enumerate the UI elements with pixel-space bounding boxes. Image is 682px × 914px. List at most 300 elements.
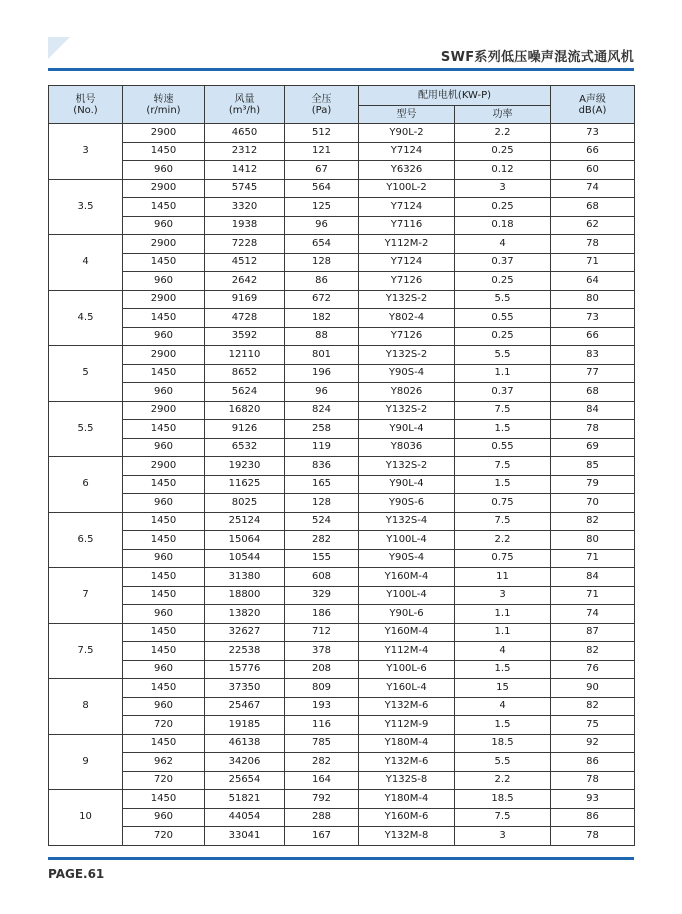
table-row xyxy=(49,790,635,809)
speed-cell: 960 xyxy=(123,605,205,624)
airflow-cell: 31380 xyxy=(205,568,285,587)
pressure-cell: 155 xyxy=(285,549,359,568)
speed-cell: 1450 xyxy=(123,531,205,550)
noise-cell: 80 xyxy=(551,290,635,309)
speed-cell: 1450 xyxy=(123,790,205,809)
table-row xyxy=(49,179,635,198)
motor-type-cell: Y90L-6 xyxy=(359,605,455,624)
fan-spec-table xyxy=(48,85,635,846)
motor-type-cell: Y100L-4 xyxy=(359,531,455,550)
model-number-cell: 10 xyxy=(49,790,123,846)
motor-power-cell: 7.5 xyxy=(455,457,551,476)
motor-type-cell: Y90L-4 xyxy=(359,475,455,494)
noise-cell: 86 xyxy=(551,808,635,827)
pressure-cell: 86 xyxy=(285,272,359,291)
motor-power-cell: 0.12 xyxy=(455,161,551,180)
speed-cell: 1450 xyxy=(123,568,205,587)
motor-power-cell: 18.5 xyxy=(455,734,551,753)
table-row xyxy=(49,327,635,346)
speed-cell: 960 xyxy=(123,161,205,180)
table-row xyxy=(49,457,635,476)
noise-cell: 66 xyxy=(551,142,635,161)
model-number-cell: 4 xyxy=(49,235,123,291)
motor-power-cell: 2.2 xyxy=(455,531,551,550)
table-row xyxy=(49,771,635,790)
noise-cell: 85 xyxy=(551,457,635,476)
pressure-cell: 88 xyxy=(285,327,359,346)
motor-power-cell: 0.25 xyxy=(455,142,551,161)
motor-type-cell: Y160M-4 xyxy=(359,568,455,587)
model-number-cell: 6.5 xyxy=(49,512,123,568)
pressure-cell: 96 xyxy=(285,383,359,402)
noise-cell: 83 xyxy=(551,346,635,365)
table-body xyxy=(49,124,635,846)
model-number-cell: 5.5 xyxy=(49,401,123,457)
airflow-cell: 4728 xyxy=(205,309,285,328)
table-row xyxy=(49,253,635,272)
noise-cell: 71 xyxy=(551,586,635,605)
airflow-cell: 3592 xyxy=(205,327,285,346)
table-row xyxy=(49,383,635,402)
noise-cell: 82 xyxy=(551,697,635,716)
motor-type-cell: Y90L-4 xyxy=(359,420,455,439)
noise-cell: 68 xyxy=(551,383,635,402)
pressure-cell: 785 xyxy=(285,734,359,753)
speed-cell: 960 xyxy=(123,272,205,291)
motor-type-cell: Y7116 xyxy=(359,216,455,235)
pressure-cell: 378 xyxy=(285,642,359,661)
motor-type-cell: Y100L-6 xyxy=(359,660,455,679)
airflow-cell: 10544 xyxy=(205,549,285,568)
motor-power-cell: 1.5 xyxy=(455,420,551,439)
speed-cell: 960 xyxy=(123,383,205,402)
pressure-cell: 125 xyxy=(285,198,359,217)
pressure-cell: 164 xyxy=(285,771,359,790)
motor-type-cell: Y132S-2 xyxy=(359,290,455,309)
airflow-cell: 1412 xyxy=(205,161,285,180)
airflow-cell: 5624 xyxy=(205,383,285,402)
motor-type-cell: Y90S-4 xyxy=(359,549,455,568)
airflow-cell: 12110 xyxy=(205,346,285,365)
motor-power-cell: 1.5 xyxy=(455,716,551,735)
motor-power-cell: 3 xyxy=(455,827,551,846)
col-header-motor-power: 功率 xyxy=(455,106,551,124)
pressure-cell: 128 xyxy=(285,494,359,513)
motor-power-cell: 0.25 xyxy=(455,327,551,346)
pressure-cell: 258 xyxy=(285,420,359,439)
speed-cell: 960 xyxy=(123,216,205,235)
airflow-cell: 34206 xyxy=(205,753,285,772)
noise-cell: 64 xyxy=(551,272,635,291)
noise-cell: 84 xyxy=(551,568,635,587)
table-row xyxy=(49,235,635,254)
motor-type-cell: Y7124 xyxy=(359,198,455,217)
motor-power-cell: 5.5 xyxy=(455,290,551,309)
motor-type-cell: Y132M-6 xyxy=(359,753,455,772)
speed-cell: 1450 xyxy=(123,734,205,753)
model-number-cell: 9 xyxy=(49,734,123,790)
motor-type-cell: Y7126 xyxy=(359,327,455,346)
pressure-cell: 836 xyxy=(285,457,359,476)
table-row xyxy=(49,716,635,735)
airflow-cell: 8025 xyxy=(205,494,285,513)
motor-type-cell: Y112M-4 xyxy=(359,642,455,661)
motor-type-cell: Y180M-4 xyxy=(359,734,455,753)
pressure-cell: 512 xyxy=(285,124,359,143)
pressure-cell: 182 xyxy=(285,309,359,328)
noise-cell: 93 xyxy=(551,790,635,809)
speed-cell: 2900 xyxy=(123,124,205,143)
speed-cell: 1450 xyxy=(123,586,205,605)
motor-type-cell: Y132S-8 xyxy=(359,771,455,790)
table-row xyxy=(49,272,635,291)
speed-cell: 720 xyxy=(123,771,205,790)
motor-power-cell: 7.5 xyxy=(455,401,551,420)
airflow-cell: 9126 xyxy=(205,420,285,439)
motor-power-cell: 0.37 xyxy=(455,253,551,272)
table-row xyxy=(49,531,635,550)
motor-power-cell: 3 xyxy=(455,179,551,198)
pressure-cell: 208 xyxy=(285,660,359,679)
noise-cell: 92 xyxy=(551,734,635,753)
motor-type-cell: Y160M-4 xyxy=(359,623,455,642)
airflow-cell: 25654 xyxy=(205,771,285,790)
airflow-cell: 22538 xyxy=(205,642,285,661)
motor-power-cell: 0.55 xyxy=(455,438,551,457)
motor-power-cell: 7.5 xyxy=(455,512,551,531)
table-row xyxy=(49,753,635,772)
airflow-cell: 7228 xyxy=(205,235,285,254)
airflow-cell: 44054 xyxy=(205,808,285,827)
model-number-cell: 6 xyxy=(49,457,123,513)
motor-type-cell: Y132S-2 xyxy=(359,401,455,420)
noise-cell: 78 xyxy=(551,827,635,846)
col-header-model: 机号 (No.) xyxy=(49,86,123,124)
table-row xyxy=(49,679,635,698)
noise-cell: 76 xyxy=(551,660,635,679)
airflow-cell: 5745 xyxy=(205,179,285,198)
pressure-cell: 329 xyxy=(285,586,359,605)
motor-power-cell: 1.5 xyxy=(455,660,551,679)
speed-cell: 1450 xyxy=(123,142,205,161)
speed-cell: 962 xyxy=(123,753,205,772)
airflow-cell: 11625 xyxy=(205,475,285,494)
table-row xyxy=(49,512,635,531)
speed-cell: 1450 xyxy=(123,364,205,383)
page-title: SWF系列低压噪声混流式通风机 xyxy=(440,50,634,65)
model-number-cell: 8 xyxy=(49,679,123,735)
table-row xyxy=(49,642,635,661)
pressure-cell: 196 xyxy=(285,364,359,383)
model-number-cell: 3.5 xyxy=(49,179,123,235)
pressure-cell: 119 xyxy=(285,438,359,457)
motor-power-cell: 11 xyxy=(455,568,551,587)
pressure-cell: 116 xyxy=(285,716,359,735)
speed-cell: 2900 xyxy=(123,401,205,420)
speed-cell: 2900 xyxy=(123,179,205,198)
pressure-cell: 186 xyxy=(285,605,359,624)
airflow-cell: 25467 xyxy=(205,697,285,716)
noise-cell: 90 xyxy=(551,679,635,698)
table-row xyxy=(49,438,635,457)
table-row xyxy=(49,420,635,439)
noise-cell: 77 xyxy=(551,364,635,383)
airflow-cell: 46138 xyxy=(205,734,285,753)
pressure-cell: 282 xyxy=(285,531,359,550)
motor-type-cell: Y132S-2 xyxy=(359,346,455,365)
pressure-cell: 288 xyxy=(285,808,359,827)
motor-power-cell: 1.5 xyxy=(455,475,551,494)
motor-power-cell: 18.5 xyxy=(455,790,551,809)
model-number-cell: 4.5 xyxy=(49,290,123,346)
motor-power-cell: 1.1 xyxy=(455,605,551,624)
speed-cell: 960 xyxy=(123,327,205,346)
motor-type-cell: Y90S-6 xyxy=(359,494,455,513)
noise-cell: 87 xyxy=(551,623,635,642)
motor-power-cell: 2.2 xyxy=(455,771,551,790)
motor-type-cell: Y160M-6 xyxy=(359,808,455,827)
pressure-cell: 654 xyxy=(285,235,359,254)
airflow-cell: 15776 xyxy=(205,660,285,679)
table-row xyxy=(49,734,635,753)
motor-power-cell: 5.5 xyxy=(455,346,551,365)
model-number-cell: 7 xyxy=(49,568,123,624)
table-row xyxy=(49,161,635,180)
col-header-motor: 配用电机(KW-P) xyxy=(359,86,551,106)
noise-cell: 62 xyxy=(551,216,635,235)
pressure-cell: 121 xyxy=(285,142,359,161)
pressure-cell: 672 xyxy=(285,290,359,309)
motor-power-cell: 0.55 xyxy=(455,309,551,328)
motor-power-cell: 2.2 xyxy=(455,124,551,143)
motor-power-cell: 0.37 xyxy=(455,383,551,402)
pressure-cell: 96 xyxy=(285,216,359,235)
noise-cell: 82 xyxy=(551,642,635,661)
speed-cell: 1450 xyxy=(123,623,205,642)
col-header-motor-type: 型号 xyxy=(359,106,455,124)
noise-cell: 71 xyxy=(551,549,635,568)
motor-power-cell: 3 xyxy=(455,586,551,605)
airflow-cell: 13820 xyxy=(205,605,285,624)
motor-type-cell: Y100L-2 xyxy=(359,179,455,198)
motor-type-cell: Y180M-4 xyxy=(359,790,455,809)
noise-cell: 78 xyxy=(551,771,635,790)
speed-cell: 960 xyxy=(123,808,205,827)
airflow-cell: 25124 xyxy=(205,512,285,531)
airflow-cell: 1938 xyxy=(205,216,285,235)
airflow-cell: 6532 xyxy=(205,438,285,457)
noise-cell: 69 xyxy=(551,438,635,457)
airflow-cell: 32627 xyxy=(205,623,285,642)
motor-power-cell: 0.75 xyxy=(455,549,551,568)
corner-decoration-icon xyxy=(48,37,70,59)
motor-power-cell: 4 xyxy=(455,642,551,661)
pressure-cell: 824 xyxy=(285,401,359,420)
table-row xyxy=(49,568,635,587)
noise-cell: 78 xyxy=(551,420,635,439)
col-header-airflow: 风量 (m³/h) xyxy=(205,86,285,124)
pressure-cell: 801 xyxy=(285,346,359,365)
speed-cell: 1450 xyxy=(123,309,205,328)
motor-power-cell: 5.5 xyxy=(455,753,551,772)
motor-type-cell: Y802-4 xyxy=(359,309,455,328)
table-row xyxy=(49,605,635,624)
motor-power-cell: 0.25 xyxy=(455,272,551,291)
footer-rule xyxy=(48,857,634,860)
pressure-cell: 167 xyxy=(285,827,359,846)
speed-cell: 960 xyxy=(123,697,205,716)
col-header-speed: 转速 (r/min) xyxy=(123,86,205,124)
motor-power-cell: 1.1 xyxy=(455,623,551,642)
pressure-cell: 608 xyxy=(285,568,359,587)
noise-cell: 73 xyxy=(551,309,635,328)
table-row xyxy=(49,475,635,494)
speed-cell: 960 xyxy=(123,660,205,679)
noise-cell: 71 xyxy=(551,253,635,272)
pressure-cell: 193 xyxy=(285,697,359,716)
motor-type-cell: Y8036 xyxy=(359,438,455,457)
noise-cell: 84 xyxy=(551,401,635,420)
speed-cell: 2900 xyxy=(123,235,205,254)
motor-type-cell: Y112M-9 xyxy=(359,716,455,735)
table-row xyxy=(49,198,635,217)
pressure-cell: 524 xyxy=(285,512,359,531)
speed-cell: 2900 xyxy=(123,346,205,365)
noise-cell: 78 xyxy=(551,235,635,254)
airflow-cell: 3320 xyxy=(205,198,285,217)
speed-cell: 960 xyxy=(123,494,205,513)
noise-cell: 79 xyxy=(551,475,635,494)
airflow-cell: 19185 xyxy=(205,716,285,735)
table-row xyxy=(49,660,635,679)
table-row xyxy=(49,216,635,235)
airflow-cell: 2312 xyxy=(205,142,285,161)
speed-cell: 2900 xyxy=(123,290,205,309)
pressure-cell: 564 xyxy=(285,179,359,198)
speed-cell: 1450 xyxy=(123,512,205,531)
noise-cell: 66 xyxy=(551,327,635,346)
airflow-cell: 9169 xyxy=(205,290,285,309)
airflow-cell: 19230 xyxy=(205,457,285,476)
motor-power-cell: 0.75 xyxy=(455,494,551,513)
airflow-cell: 33041 xyxy=(205,827,285,846)
motor-type-cell: Y132S-4 xyxy=(359,512,455,531)
table-row xyxy=(49,142,635,161)
speed-cell: 720 xyxy=(123,827,205,846)
airflow-cell: 8652 xyxy=(205,364,285,383)
pressure-cell: 128 xyxy=(285,253,359,272)
motor-type-cell: Y132S-2 xyxy=(359,457,455,476)
table-row xyxy=(49,697,635,716)
airflow-cell: 4650 xyxy=(205,124,285,143)
speed-cell: 720 xyxy=(123,716,205,735)
table-row xyxy=(49,346,635,365)
noise-cell: 86 xyxy=(551,753,635,772)
motor-power-cell: 7.5 xyxy=(455,808,551,827)
header-rule xyxy=(48,68,634,71)
speed-cell: 1450 xyxy=(123,475,205,494)
airflow-cell: 15064 xyxy=(205,531,285,550)
motor-type-cell: Y8026 xyxy=(359,383,455,402)
motor-type-cell: Y132M-6 xyxy=(359,697,455,716)
table-row xyxy=(49,808,635,827)
motor-type-cell: Y112M-2 xyxy=(359,235,455,254)
table-row xyxy=(49,494,635,513)
col-header-noise: A声级 dB(A) xyxy=(551,86,635,124)
model-number-cell: 3 xyxy=(49,124,123,180)
speed-cell: 1450 xyxy=(123,253,205,272)
motor-type-cell: Y160L-4 xyxy=(359,679,455,698)
noise-cell: 68 xyxy=(551,198,635,217)
table-row xyxy=(49,309,635,328)
motor-type-cell: Y90L-2 xyxy=(359,124,455,143)
motor-type-cell: Y7124 xyxy=(359,142,455,161)
noise-cell: 74 xyxy=(551,605,635,624)
airflow-cell: 18800 xyxy=(205,586,285,605)
speed-cell: 960 xyxy=(123,438,205,457)
table-row xyxy=(49,401,635,420)
motor-power-cell: 15 xyxy=(455,679,551,698)
noise-cell: 75 xyxy=(551,716,635,735)
table-row xyxy=(49,124,635,143)
speed-cell: 1450 xyxy=(123,420,205,439)
noise-cell: 73 xyxy=(551,124,635,143)
motor-power-cell: 4 xyxy=(455,697,551,716)
airflow-cell: 4512 xyxy=(205,253,285,272)
motor-type-cell: Y7124 xyxy=(359,253,455,272)
table-row xyxy=(49,827,635,846)
motor-type-cell: Y7126 xyxy=(359,272,455,291)
motor-type-cell: Y100L-4 xyxy=(359,586,455,605)
table-row xyxy=(49,290,635,309)
airflow-cell: 16820 xyxy=(205,401,285,420)
noise-cell: 80 xyxy=(551,531,635,550)
noise-cell: 74 xyxy=(551,179,635,198)
airflow-cell: 51821 xyxy=(205,790,285,809)
page-number: PAGE.61 xyxy=(48,867,105,881)
motor-type-cell: Y90S-4 xyxy=(359,364,455,383)
pressure-cell: 809 xyxy=(285,679,359,698)
pressure-cell: 792 xyxy=(285,790,359,809)
table-row xyxy=(49,623,635,642)
motor-power-cell: 0.25 xyxy=(455,198,551,217)
motor-power-cell: 0.18 xyxy=(455,216,551,235)
table-row xyxy=(49,586,635,605)
table-row xyxy=(49,364,635,383)
model-number-cell: 7.5 xyxy=(49,623,123,679)
pressure-cell: 67 xyxy=(285,161,359,180)
speed-cell: 1450 xyxy=(123,198,205,217)
model-number-cell: 5 xyxy=(49,346,123,402)
motor-type-cell: Y132M-8 xyxy=(359,827,455,846)
col-header-pressure: 全压 (Pa) xyxy=(285,86,359,124)
noise-cell: 82 xyxy=(551,512,635,531)
noise-cell: 70 xyxy=(551,494,635,513)
pressure-cell: 282 xyxy=(285,753,359,772)
speed-cell: 1450 xyxy=(123,679,205,698)
motor-power-cell: 4 xyxy=(455,235,551,254)
table-row xyxy=(49,549,635,568)
speed-cell: 1450 xyxy=(123,642,205,661)
motor-type-cell: Y6326 xyxy=(359,161,455,180)
motor-power-cell: 1.1 xyxy=(455,364,551,383)
airflow-cell: 37350 xyxy=(205,679,285,698)
airflow-cell: 2642 xyxy=(205,272,285,291)
speed-cell: 2900 xyxy=(123,457,205,476)
speed-cell: 960 xyxy=(123,549,205,568)
pressure-cell: 712 xyxy=(285,623,359,642)
pressure-cell: 165 xyxy=(285,475,359,494)
